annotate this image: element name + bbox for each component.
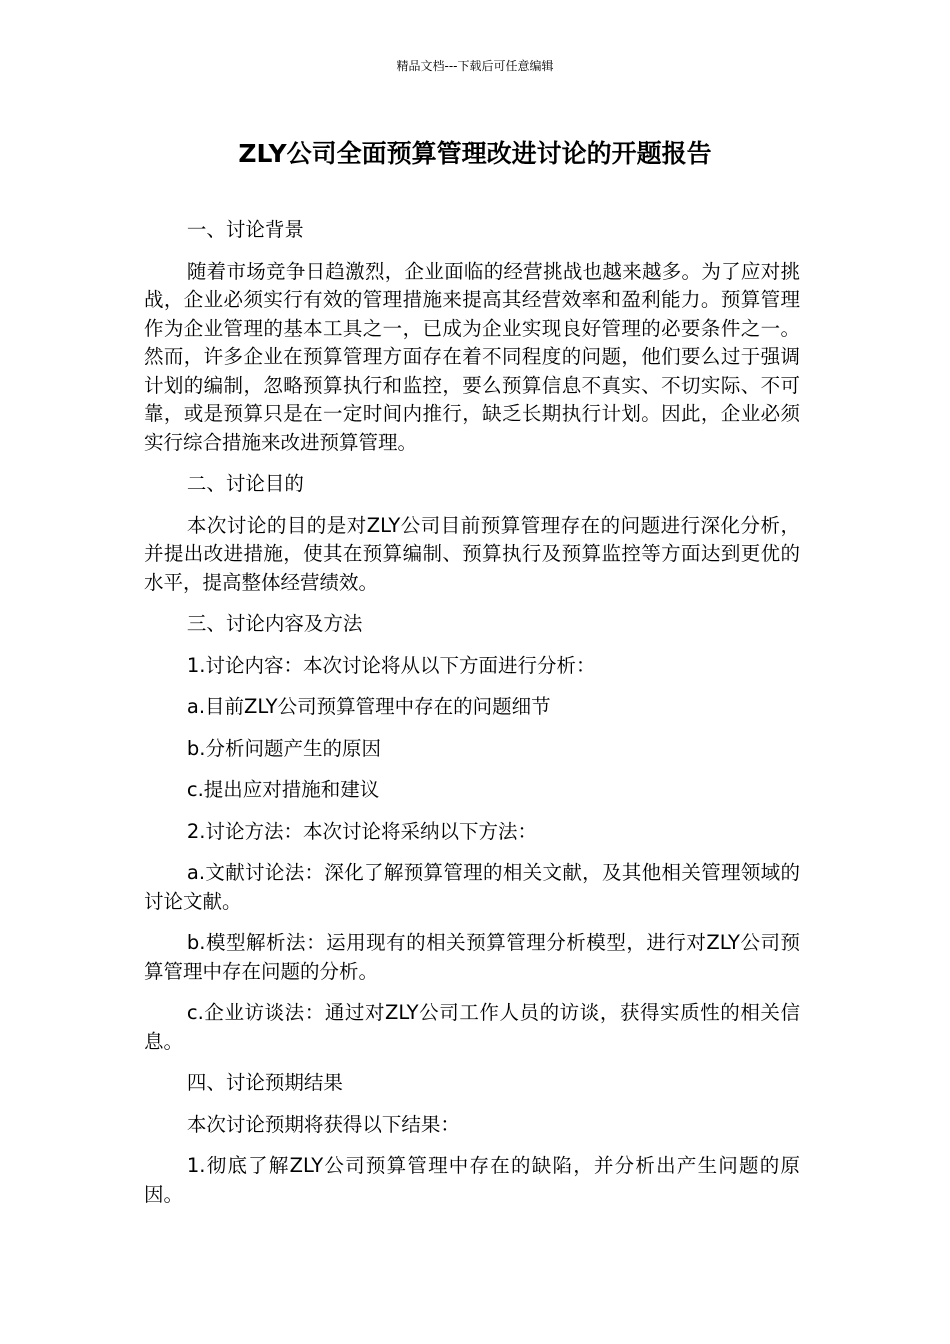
list-item-expected-1: 1.彻底了解ZLY公司预算管理中存在的缺陷，并分析出产生问题的原因。 (144, 1154, 800, 1206)
list-item-method-c: c.企业访谈法：通过对ZLY公司工作人员的访谈，获得实质性的相关信息。 (144, 1001, 800, 1053)
paragraph-purpose: 本次讨论的目的是对ZLY公司目前预算管理存在的问题进行深化分析，并提出改进措施，使其在预算编制、预算执行及预算监控等方面达到更优的水平，提高整体经营绩效。 (144, 513, 800, 594)
paragraph-background: 随着市场竞争日趋激烈，企业面临的经营挑战也越来越多。为了应对挑战，企业必须实行有效的管理措施来提高其经营效率和盈利能力。预算管理作为企业管理的基本工具之一，已成为企业实现良好管理的必要条件之一。然而，许多企业在预算管理方面存在着不同程度的问题，他们要么过于强调计划的编制，忽略预算执行和监控，要么预算信息不真实、不切实际、不可靠，或是预算只是在一定时间内推行，缺乏长期执行计划。因此，企业必须实行综合措施来改进预算管理。 (144, 259, 800, 454)
list-item-content-c: c.提出应对措施和建议 (186, 778, 380, 801)
section-heading-purpose: 二、讨论目的 (186, 472, 304, 495)
section-heading-content-method: 三、讨论内容及方法 (186, 612, 363, 635)
page-header-watermark: 精品文档---下载后可任意编辑 (396, 59, 554, 73)
section-heading-background: 一、讨论背景 (186, 218, 304, 241)
list-item-content: 1.讨论内容：本次讨论将从以下方面进行分析： (186, 653, 596, 677)
section-heading-expected-results: 四、讨论预期结果 (186, 1071, 343, 1094)
list-item-method-a: a.文献讨论法：深化了解预算管理的相关文献，及其他相关管理领域的讨论文献。 (144, 861, 800, 913)
document-body (144, 216, 800, 1222)
list-item-method-b: b.模型解析法：运用现有的相关预算管理分析模型，进行对ZLY公司预算管理中存在问题的分析。 (144, 931, 800, 983)
paragraph-expected-intro: 本次讨论预期将获得以下结果： (186, 1112, 460, 1136)
list-item-method: 2.讨论方法：本次讨论将采纳以下方法： (186, 819, 537, 843)
list-item-content-b: b.分析问题产生的原因 (186, 736, 381, 760)
document-title: ZLY公司全面预算管理改进讨论的开题报告 (238, 139, 712, 168)
list-item-content-a: a.目前ZLY公司预算管理中存在的问题细节 (186, 695, 551, 718)
